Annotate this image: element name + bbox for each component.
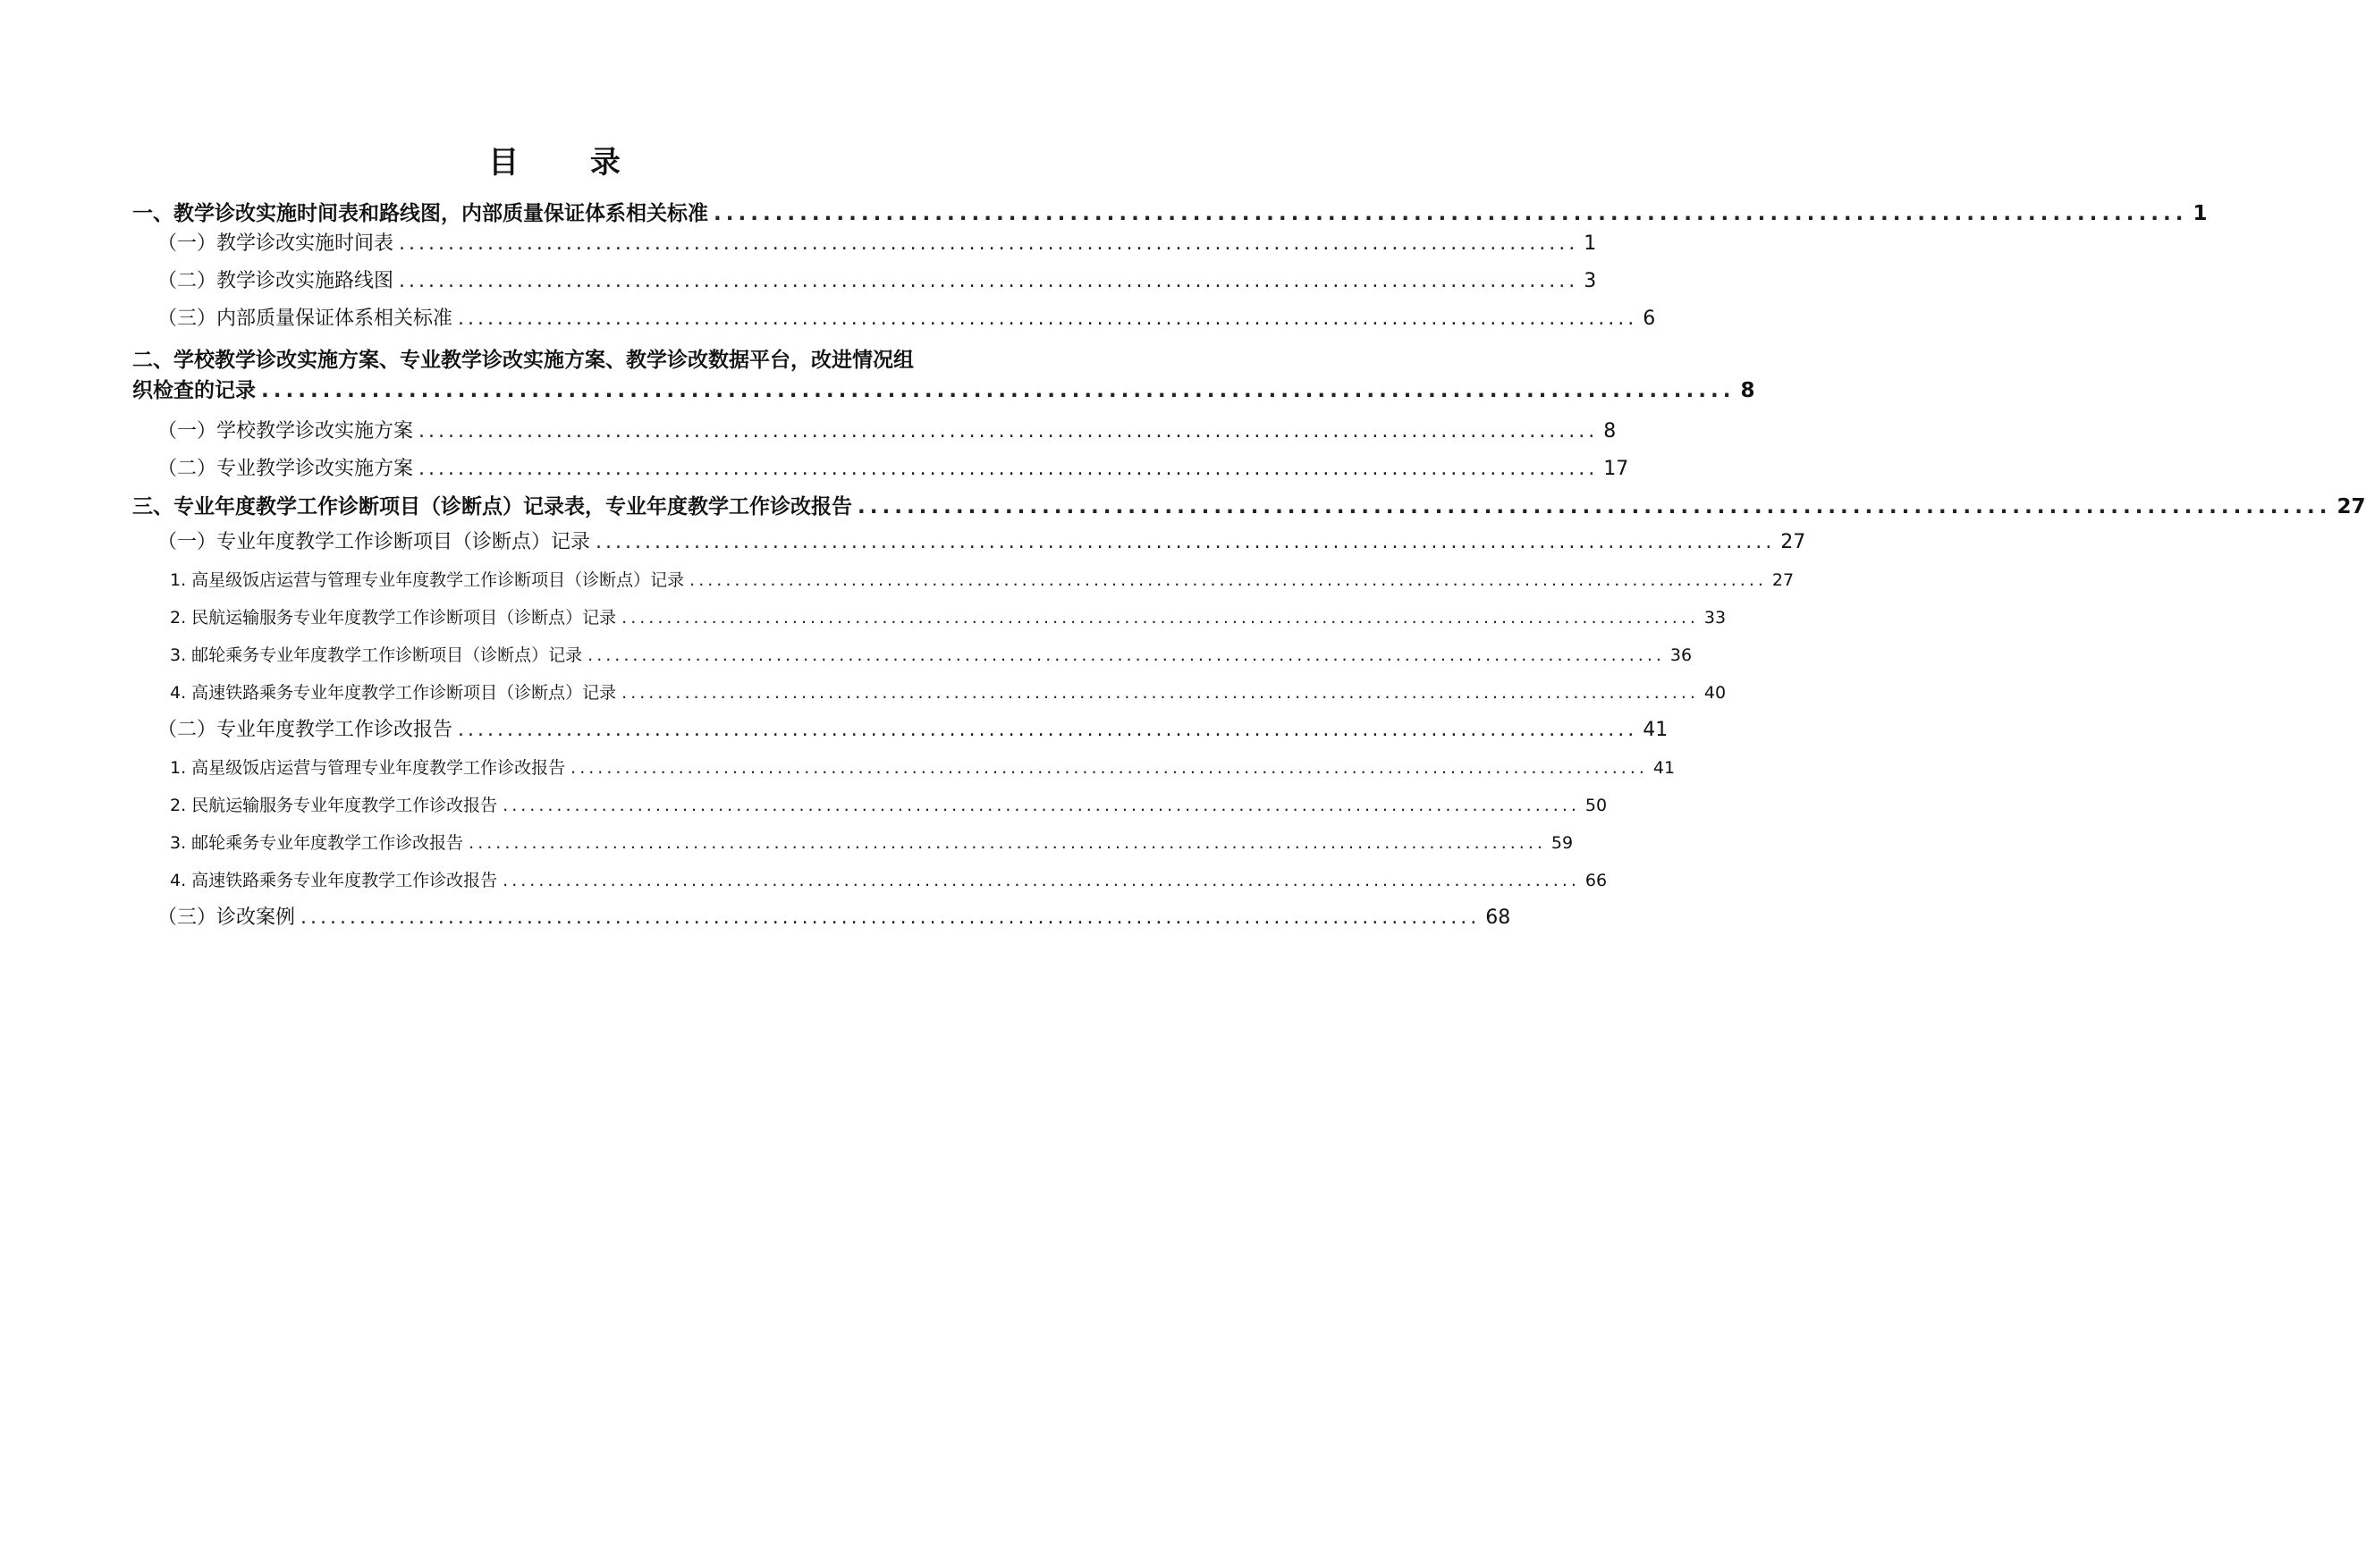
dot-leader: ........................................................................................................................ <box>300 906 1481 929</box>
toc-entry-label: （三）内部质量保证体系相关标准 <box>157 308 453 330</box>
toc-entry-label: 织检查的记录 <box>132 379 256 402</box>
toc-entry-section-1[interactable] <box>132 198 2208 229</box>
dot-leader: ........................................................................................................................ <box>418 458 1599 480</box>
toc-entry-subsection[interactable] <box>157 229 1597 259</box>
toc-entry-page: 1 <box>2193 202 2208 225</box>
dot-leader: ........................................................................................................................ <box>596 531 1776 553</box>
toc-entry-item[interactable] <box>170 567 1795 594</box>
toc-entry-item[interactable] <box>170 792 1608 819</box>
dot-leader: ........................................................................................................................ <box>458 308 1638 330</box>
toc-entry-item[interactable] <box>170 754 1676 781</box>
toc-entry-page: 66 <box>1584 871 1608 890</box>
toc-entry-page: 50 <box>1584 796 1608 815</box>
dot-leader: ........................................................................................................................ <box>503 871 1580 890</box>
dot-leader: ........................................................................................................................ <box>399 232 1579 255</box>
toc-entry-page: 59 <box>1551 833 1574 853</box>
toc-entry-section-3[interactable] <box>132 492 2366 522</box>
dot-leader: ........................................................................................................................ <box>858 495 2332 518</box>
toc-entry-page: 8 <box>1740 379 1755 402</box>
toc-entry-label: 4. 高速铁路乘务专业年度教学工作诊改报告 <box>170 871 498 890</box>
toc-entry-label: 3. 邮轮乘务专业年度教学工作诊断项目（诊断点）记录 <box>170 645 583 665</box>
toc-entry-page: 36 <box>1669 645 1693 665</box>
dot-leader: ........................................................................................................................ <box>621 608 1699 628</box>
toc-entry-label: 三、专业年度教学工作诊断项目（诊断点）记录表，专业年度教学工作诊改报告 <box>132 495 852 518</box>
toc-entry-label: 1. 高星级饭店运营与管理专业年度教学工作诊断项目（诊断点）记录 <box>170 570 685 590</box>
toc-entry-subsection[interactable] <box>157 527 1806 558</box>
toc-entry-label: 2. 民航运输服务专业年度教学工作诊改报告 <box>170 796 498 815</box>
toc-entry-subsection[interactable] <box>157 903 1511 933</box>
dot-leader: ........................................................................................................................ <box>503 796 1580 815</box>
toc-entry-label: （二）教学诊改实施路线图 <box>157 270 394 292</box>
toc-entry-page: 68 <box>1485 906 1511 929</box>
dot-leader: ........................................................................................................................ <box>399 270 1579 292</box>
toc-entry-page: 1 <box>1584 232 1597 255</box>
dot-leader: ........................................................................................................................ <box>458 719 1638 741</box>
dot-leader: ........................................................................................................................ <box>570 758 1648 778</box>
toc-entry-subsection[interactable] <box>157 417 1617 447</box>
dot-leader: ........................................................................................................................ <box>261 379 1736 402</box>
dot-leader: ........................................................................................................................ <box>621 683 1699 703</box>
toc-entry-page: 17 <box>1603 458 1629 480</box>
toc-entry-section-2[interactable] <box>132 375 1755 406</box>
toc-entry-subsection[interactable] <box>157 454 1629 485</box>
dot-leader: ........................................................................................................................ <box>714 202 2188 225</box>
toc-entry-item[interactable] <box>170 642 1693 669</box>
toc-entry-page: 27 <box>1780 531 1806 553</box>
toc-entry-subsection[interactable] <box>157 304 1656 334</box>
toc-entry-label: （一）教学诊改实施时间表 <box>157 232 394 255</box>
toc-entry-label: 一、教学诊改实施时间表和路线图，内部质量保证体系相关标准 <box>132 202 708 225</box>
toc-entry-page: 3 <box>1584 270 1597 292</box>
toc-entry-item[interactable] <box>170 830 1574 856</box>
toc-entry-label: （三）诊改案例 <box>157 906 296 929</box>
toc-entry-page: 41 <box>1652 758 1676 778</box>
toc-entry-item[interactable] <box>170 679 1727 706</box>
toc-entry-subsection[interactable] <box>157 266 1597 297</box>
toc-entry-page: 6 <box>1643 308 1656 330</box>
toc-entry-page: 33 <box>1703 608 1727 628</box>
toc-entry-label: 3. 邮轮乘务专业年度教学工作诊改报告 <box>170 833 464 853</box>
toc-entry-page: 27 <box>2336 495 2366 518</box>
toc-entry-label: （二）专业教学诊改实施方案 <box>157 458 414 480</box>
dot-leader: ........................................................................................................................ <box>418 420 1599 443</box>
toc-entry-label: （二）专业年度教学工作诊改报告 <box>157 719 453 741</box>
toc-entry-page: 8 <box>1603 420 1617 443</box>
toc-entry-page: 40 <box>1703 683 1727 703</box>
toc-entry-subsection[interactable] <box>157 715 1669 746</box>
dot-leader: ........................................................................................................................ <box>689 570 1767 590</box>
toc-entry-page: 41 <box>1643 719 1669 741</box>
page-title: 目 录 <box>488 145 651 181</box>
dot-leader: ........................................................................................................................ <box>469 833 1546 853</box>
toc-entry-label: （一）学校教学诊改实施方案 <box>157 420 414 443</box>
toc-entry-item[interactable] <box>170 867 1608 894</box>
toc-entry-label: 1. 高星级饭店运营与管理专业年度教学工作诊改报告 <box>170 758 566 778</box>
toc-entry-label: 4. 高速铁路乘务专业年度教学工作诊断项目（诊断点）记录 <box>170 683 617 703</box>
toc-entry-page: 27 <box>1771 570 1795 590</box>
toc-entry-item[interactable] <box>170 604 1727 631</box>
toc-entry-section-2-line1[interactable]: 二、学校教学诊改实施方案、专业教学诊改实施方案、教学诊改数据平台，改进情况组 <box>132 349 914 372</box>
dot-leader: ........................................................................................................................ <box>587 645 1665 665</box>
toc-entry-label: 2. 民航运输服务专业年度教学工作诊断项目（诊断点）记录 <box>170 608 617 628</box>
toc-entry-label: （一）专业年度教学工作诊断项目（诊断点）记录 <box>157 531 591 553</box>
